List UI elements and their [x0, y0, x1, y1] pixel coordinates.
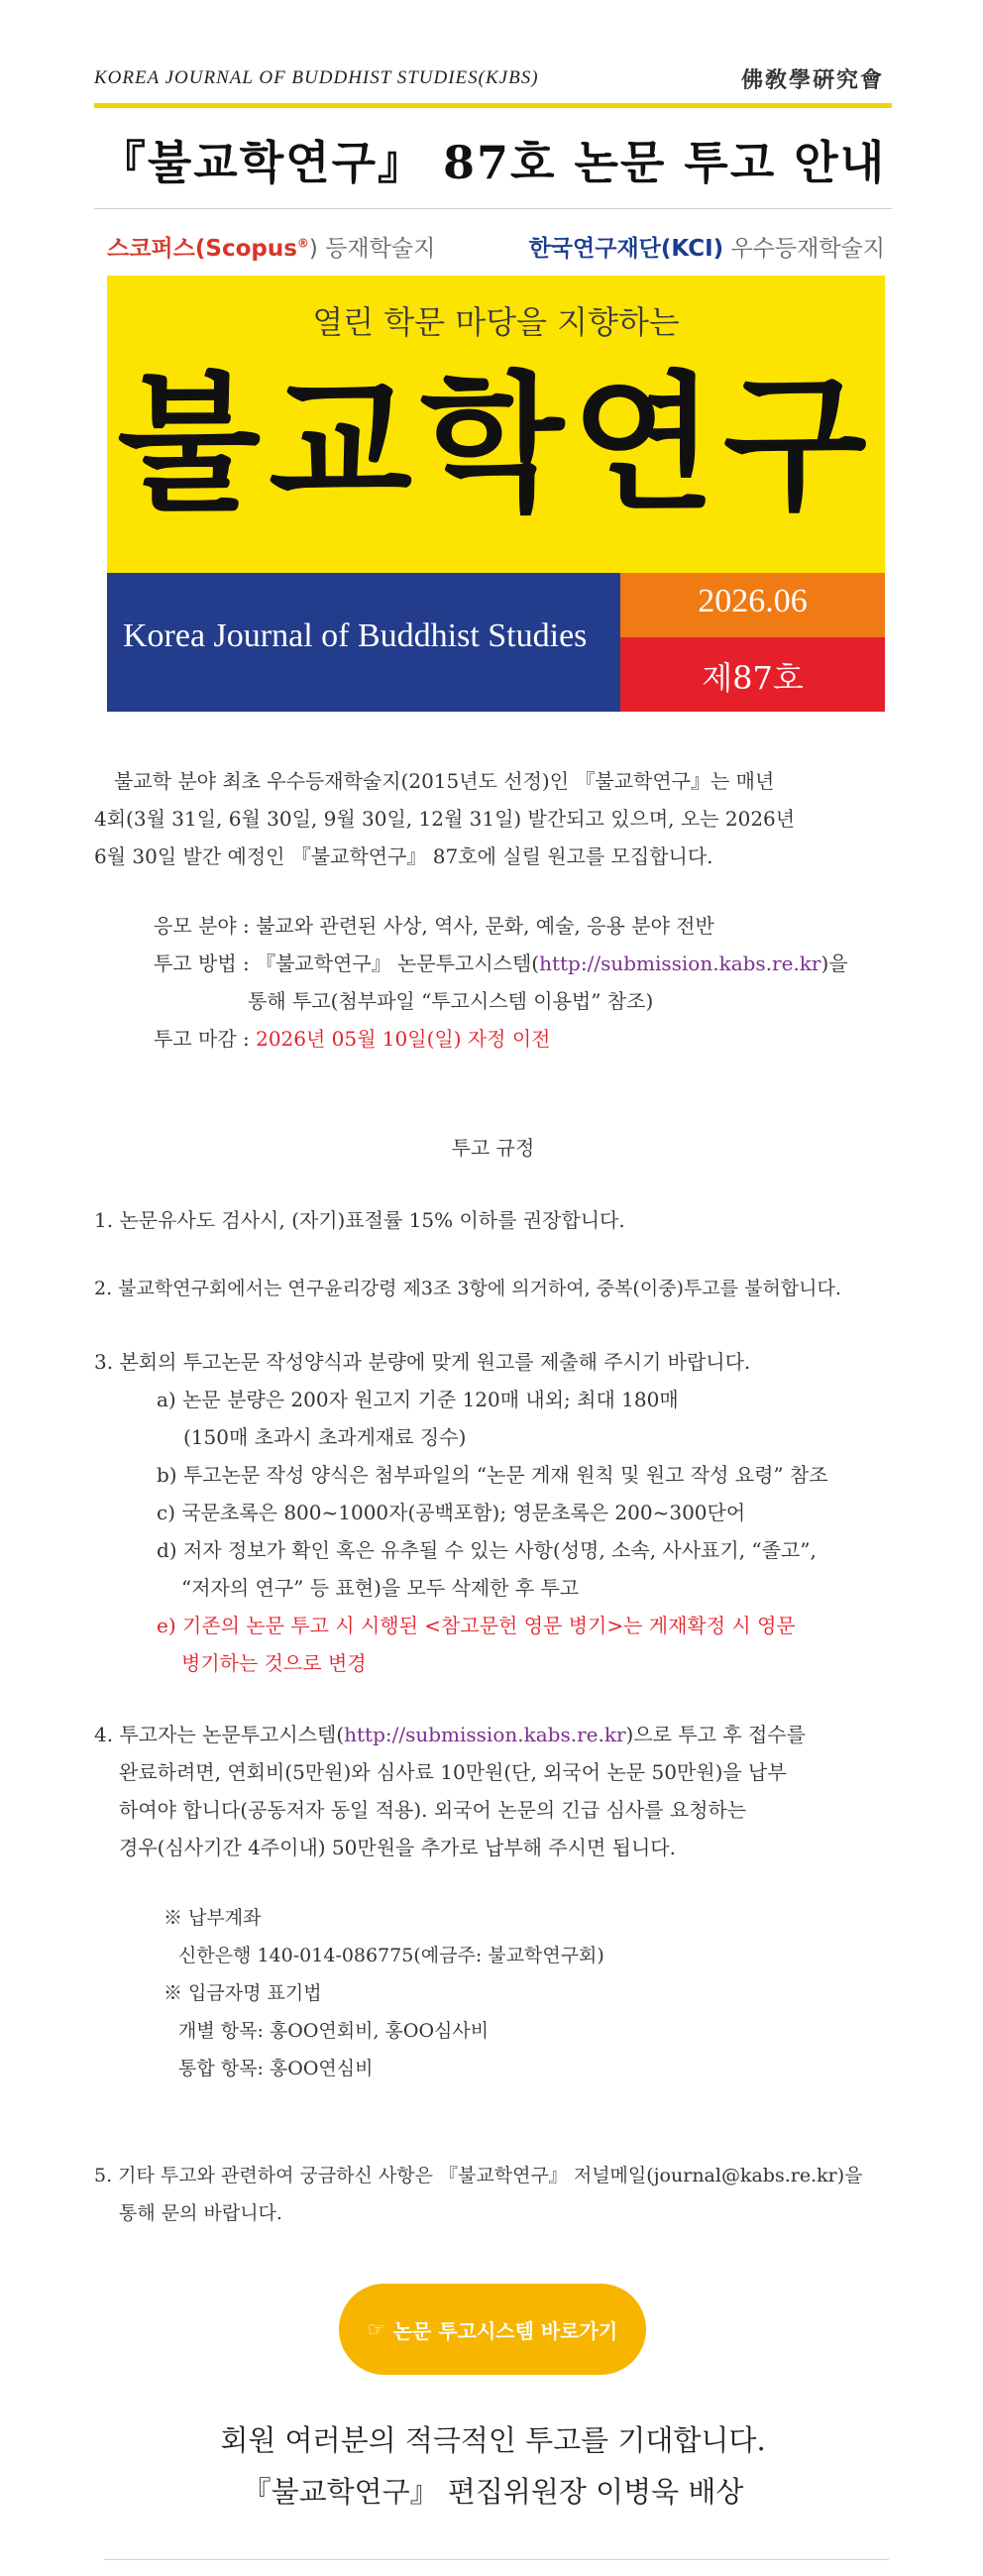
payment-account: 신한은행 140-014-086775(예금주: 불교학연구회): [178, 1945, 604, 1966]
scopus-trademark: ®: [296, 236, 309, 251]
apply-field: [154, 910, 714, 939]
cover-english-title: Korea Journal of Buddhist Studies: [123, 617, 588, 654]
apply-deadline-label: 투고 마감 :: [154, 1027, 257, 1051]
submission-system-button[interactable]: [339, 2284, 646, 2375]
pointing-hand-icon: ☞: [367, 2317, 385, 2341]
apply-deadline: [154, 1023, 551, 1052]
journal-english-name: KOREA JOURNAL OF BUDDHIST STUDIES(KJBS): [94, 67, 539, 88]
apply-method-label: 투고 방법 :: [154, 952, 257, 975]
rule-4-line-2: 완료하려면, 연회비(5만원)와 심사료 10만원(단, 외국어 논문 50만원)을 납부: [119, 1760, 787, 1784]
rule-4-text: 4. 투고자는 논문투고시스템(: [94, 1723, 345, 1746]
rule-4-line-4: 경우(심사기간 4주이내) 50만원을 추가로 납부해 주시면 됩니다.: [119, 1836, 676, 1859]
rule-5-line-1: 5. 기타 투고와 관련하여 궁금하신 사항은 『불교학연구』 저널메일(journal@kabs.re.kr)을: [94, 2165, 863, 2186]
society-logo: 佛敎學硏究會: [740, 67, 884, 93]
rule-3d-line-1: d) 저자 정보가 확인 혹은 유추될 수 있는 사항(성명, 소속, 사사표기, “졸고”,: [157, 1538, 817, 1562]
page-title: 『불교학연구』 87호 논문 투고 안내: [99, 136, 887, 189]
cover-subtitle: 열린 학문 마당을 지향하는: [312, 303, 680, 341]
rule-4-text-suffix: )으로 투고 후 접수를: [625, 1723, 806, 1746]
rule-3d-line-2: “저자의 연구” 등 표현)을 모두 삭제한 후 투고: [181, 1576, 580, 1600]
journal-cover: [107, 276, 885, 712]
rule-3: 3. 본회의 투고논문 작성양식과 분량에 맞게 원고를 제출해 주시기 바랍니다.: [94, 1350, 751, 1374]
cover-issue-panel: [620, 637, 885, 712]
payment-individual: 개별 항목: 홍OO연회비, 홍OO심사비: [178, 2020, 490, 2042]
rule-4-submission-link[interactable]: http://submission.kabs.re.kr: [344, 1723, 626, 1746]
rule-5-line-2: 통해 문의 바랍니다.: [119, 2202, 282, 2224]
rule-3a-line-2: (150매 초과시 초과게재료 징수): [183, 1425, 467, 1449]
rule-3e-line-2: 병기하는 것으로 변경: [181, 1651, 367, 1675]
apply-method-suffix: )을: [820, 952, 848, 975]
closing-message: 회원 여러분의 적극적인 투고를 기대합니다.: [220, 2423, 766, 2457]
cover-issue: 제87호: [702, 659, 804, 697]
payment-name-title: ※ 입금자명 표기법: [164, 1982, 322, 2004]
submission-link[interactable]: http://submission.kabs.re.kr: [539, 952, 821, 975]
footer-divider: [104, 2559, 889, 2560]
rule-4-line-1: [94, 1719, 806, 1747]
cover-blue-panel: [107, 573, 620, 712]
payment-account-title: ※ 납부계좌: [164, 1907, 262, 1929]
intro-line-3: 6월 30일 발간 예정인 『불교학연구』 87호에 실릴 원고를 모집합니다.: [94, 844, 713, 868]
rule-1: 1. 논문유사도 검사시, (자기)표절률 15% 이하를 권장합니다.: [94, 1208, 625, 1232]
cover-journal-title: 불교학연구: [117, 357, 875, 531]
intro-line-1: 불교학 분야 최초 우수등재학술지(2015년도 선정)인 『불교학연구』는 매년: [114, 769, 775, 793]
apply-field-label: 응모 분야 :: [154, 914, 257, 938]
apply-deadline-value: 2026년 05월 10일(일) 자정 이전: [256, 1027, 551, 1051]
apply-method-line-2: 통해 투고(첨부파일 “투고시스템 이용법” 참조): [248, 989, 654, 1013]
scopus-tag: [107, 230, 435, 263]
rule-3c: c) 국문초록은 800~1000자(공백포함); 영문초록은 200~300단어: [157, 1501, 746, 1524]
kci-tag: [529, 230, 885, 263]
scopus-tag-suffix: ) 등재학술지: [308, 236, 436, 262]
submission-system-button-label: 논문 투고시스템 바로가기: [392, 2318, 618, 2343]
payment-combined: 통합 항목: 홍OO연심비: [178, 2058, 374, 2079]
header-divider: [94, 103, 892, 108]
rule-3b: b) 투고논문 작성 양식은 첨부파일의 “논문 게재 원칙 및 원고 작성 요령” 참조: [157, 1463, 828, 1487]
closing-signature: 『불교학연구』 편집위원장 이병욱 배상: [242, 2475, 744, 2509]
kci-tag-suffix: 우수등재학술지: [723, 236, 885, 262]
header: [94, 59, 892, 107]
intro-line-2: 4회(3월 31일, 6월 30일, 9월 30일, 12월 31일) 발간되고 있으며, 오는 2026년: [94, 807, 796, 831]
cover-yellow-panel: [107, 276, 885, 573]
rule-3e-line-1: e) 기존의 논문 투고 시 시행된 <참고문헌 영문 병기>는 게재확정 시 영문: [157, 1614, 796, 1637]
kci-tag-name: 한국연구재단(KCI): [528, 236, 724, 262]
rules-title: 투고 규정: [451, 1136, 535, 1160]
scopus-tag-name: 스코퍼스(Scopus: [107, 236, 297, 262]
rule-3a-line-1: a) 논문 분량은 200자 원고지 기준 120매 내외; 최대 180매: [157, 1388, 679, 1411]
cover-tags: [107, 230, 885, 270]
rule-4-line-3: 하여야 합니다(공동저자 동일 적용). 외국어 논문의 긴급 심사를 요청하는: [119, 1798, 747, 1822]
apply-field-value: 불교와 관련된 사상, 역사, 문화, 예술, 응용 분야 전반: [256, 914, 714, 938]
cover-date-panel: [620, 573, 885, 637]
apply-method: [154, 948, 848, 976]
apply-method-text: 『불교학연구』 논문투고시스템(: [256, 952, 540, 975]
cover-date: 2026.06: [698, 583, 808, 619]
title-divider: [94, 208, 892, 209]
rule-2: 2. 불교학연구회에서는 연구윤리강령 제3조 3항에 의거하여, 중복(이중)투고를 불허합니다.: [94, 1278, 841, 1299]
